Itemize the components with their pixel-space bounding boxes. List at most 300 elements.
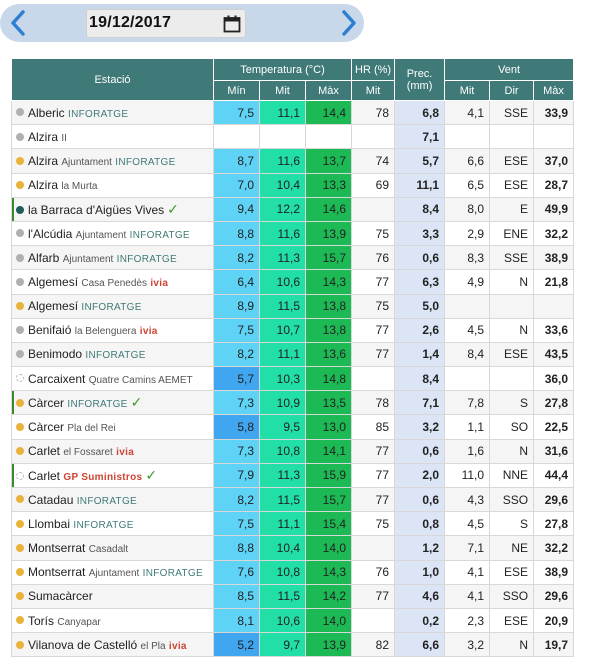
temp-mit-cell: 12,2 [260,197,306,221]
temp-min-cell: 7,5 [214,512,260,536]
station-subname: Pla del Rei [67,423,116,435]
temp-min-cell: 9,4 [214,197,260,221]
wind-max-cell: 28,7 [534,173,574,197]
humidity-cell: 78 [352,101,395,125]
precipitation-cell: 0,2 [395,608,445,632]
station-name[interactable]: Alzira [28,129,59,144]
header-temperature: Temperatura (°C) [214,59,352,81]
status-dot-icon [16,374,24,382]
precipitation-cell: 11,1 [395,173,445,197]
table-row [12,391,574,415]
station-name-cell[interactable] [12,536,214,560]
station-name[interactable]: Montserrat [28,565,86,580]
wind-dir-cell: N [490,633,534,657]
status-dot-icon [16,472,24,480]
temp-min-cell: 7,3 [214,391,260,415]
wind-dir-cell [490,294,534,318]
station-name[interactable]: Carcaixent [28,371,86,386]
humidity-cell: 77 [352,488,395,512]
status-dot-icon [16,157,24,165]
temp-min-cell [214,125,260,149]
wind-max-cell: 22,5 [534,415,574,439]
temp-min-cell: 5,7 [214,367,260,391]
station-name-cell[interactable] [12,415,214,439]
wind-dir-cell: ESE [490,560,534,584]
table-row [12,246,574,270]
station-subname: Casa Penedès [81,277,147,289]
provider-logo: INFORATGE [68,108,129,120]
wind-mit-cell: 6,5 [445,173,490,197]
humidity-cell [352,608,395,632]
header-station[interactable]: Estació [12,59,214,101]
precipitation-cell: 5,7 [395,149,445,173]
header-precipitation [395,59,445,101]
station-subname: Canyapar [57,616,101,628]
humidity-cell: 75 [352,221,395,245]
precipitation-cell: 7,1 [395,125,445,149]
stations-table [11,58,574,657]
wind-max-cell: 29,6 [534,584,574,608]
precipitation-cell: 2,6 [395,318,445,342]
temp-max-cell: 13,8 [306,294,352,318]
temp-min-cell: 7,5 [214,101,260,125]
provider-logo: ivia [139,326,158,338]
table-row [12,584,574,608]
station-name[interactable]: la Barraca d'Aigües Vives [28,202,165,217]
wind-mit-cell: 4,1 [445,560,490,584]
wind-max-cell: 38,9 [534,246,574,270]
temp-min-cell: 8,2 [214,488,260,512]
wind-dir-cell: ESE [490,173,534,197]
station-name-cell[interactable] [12,463,214,487]
station-name[interactable]: Catadau [28,492,74,507]
temp-max-cell: 13,7 [306,149,352,173]
station-name-cell[interactable] [12,512,214,536]
wind-dir-cell: SSE [490,246,534,270]
status-dot-icon [16,206,24,214]
humidity-cell: 76 [352,246,395,270]
provider-logo: GP Suministros [63,471,143,483]
status-dot-icon [16,399,24,407]
header-precipitation-unit: (mm) [406,79,433,92]
wind-mit-cell: 4,5 [445,512,490,536]
wind-max-cell: 37,0 [534,149,574,173]
wind-mit-cell [445,367,490,391]
temp-max-cell: 15,4 [306,512,352,536]
table-row [12,173,574,197]
date-input[interactable] [86,9,246,38]
humidity-cell: 77 [352,342,395,366]
precipitation-cell: 5,0 [395,294,445,318]
temp-min-cell: 8,1 [214,608,260,632]
temp-max-cell: 14,3 [306,270,352,294]
wind-max-cell: 19,7 [534,633,574,657]
verified-check-icon: ✓ [130,394,143,411]
temp-max-cell: 14,0 [306,536,352,560]
wind-mit-cell: 11,0 [445,463,490,487]
station-subname: II [61,132,67,144]
wind-dir-cell: S [490,512,534,536]
wind-mit-cell: 8,0 [445,197,490,221]
temp-mit-cell: 10,8 [260,439,306,463]
next-day-button[interactable] [334,6,364,40]
humidity-cell: 69 [352,173,395,197]
wind-dir-cell: SSE [490,101,534,125]
precipitation-cell: 0,6 [395,439,445,463]
provider-logo: ivia [168,640,187,652]
wind-max-cell: 44,4 [534,463,574,487]
status-dot-icon [16,108,24,116]
temp-mit-cell: 10,6 [260,270,306,294]
station-subname: Ajuntament [61,156,112,168]
station-subname: el Fossaret [63,447,113,459]
station-subname: Ajuntament [62,253,114,265]
wind-mit-cell: 2,3 [445,608,490,632]
precipitation-cell: 1,4 [395,342,445,366]
table-row [12,221,574,245]
temp-max-cell: 13,0 [306,415,352,439]
wind-max-cell: 36,0 [534,367,574,391]
status-dot-icon [16,544,24,552]
table-row [12,101,574,125]
provider-logo: INFORATGE [142,568,203,580]
wind-mit-cell: 3,2 [445,633,490,657]
wind-max-cell: 32,2 [534,536,574,560]
wind-max-cell: 31,6 [534,439,574,463]
station-name-cell[interactable] [12,149,214,173]
wind-mit-cell: 4,1 [445,584,490,608]
status-dot-icon [16,520,24,528]
station-subname: la Murta [61,181,98,193]
wind-dir-cell: N [490,270,534,294]
humidity-cell: 77 [352,318,395,342]
table-row [12,463,574,487]
temp-max-cell: 15,7 [306,246,352,270]
station-name[interactable]: Càrcer [28,396,65,411]
status-dot-icon [16,592,24,600]
temp-min-cell: 8,8 [214,536,260,560]
wind-mit-cell: 7,8 [445,391,490,415]
table-row [12,512,574,536]
wind-max-cell: 33,6 [534,318,574,342]
verified-check-icon: ✓ [145,466,158,483]
header-temp-min[interactable]: Mín [214,81,260,101]
station-name[interactable]: Alberic [28,105,65,120]
precipitation-cell: 3,2 [395,415,445,439]
wind-dir-cell: N [490,439,534,463]
station-name-cell[interactable] [12,246,214,270]
table-row [12,608,574,632]
wind-dir-cell [490,125,534,149]
wind-dir-cell: ENE [490,221,534,245]
station-name[interactable]: l'Alcúdia [28,226,73,241]
humidity-cell: 77 [352,439,395,463]
provider-logo: INFORATGE [116,253,177,265]
temp-mit-cell: 10,6 [260,608,306,632]
station-subname: el Pla [140,640,166,652]
temp-mit-cell: 11,6 [260,149,306,173]
wind-max-cell: 29,6 [534,488,574,512]
temp-max-cell: 13,3 [306,173,352,197]
wind-dir-cell: SSO [490,584,534,608]
station-name-cell[interactable] [12,270,214,294]
status-dot-icon [16,326,24,334]
precipitation-cell: 1,0 [395,560,445,584]
station-name[interactable]: Carlet [28,468,61,483]
header-wind: Vent [445,59,574,81]
humidity-cell: 78 [352,391,395,415]
wind-dir-cell: E [490,197,534,221]
status-dot-icon [16,568,24,576]
table-row [12,125,574,149]
chevron-left-icon [10,10,26,36]
temp-max-cell: 14,3 [306,560,352,584]
wind-dir-cell [490,367,534,391]
wind-max-cell: 49,9 [534,197,574,221]
status-dot-icon [16,616,24,624]
wind-max-cell: 21,8 [534,270,574,294]
wind-dir-cell: ESE [490,149,534,173]
table-row [12,197,574,221]
station-name[interactable]: Torís [28,613,55,628]
station-name[interactable]: Sumacàrcer [28,589,93,604]
station-subname: Quatre Camins AEMET [88,374,193,386]
wind-dir-cell: SO [490,415,534,439]
calendar-icon[interactable] [223,15,241,33]
wind-max-cell: 33,9 [534,101,574,125]
temp-min-cell: 8,9 [214,294,260,318]
humidity-cell: 77 [352,584,395,608]
header-wind-dir[interactable]: Dir [490,81,534,101]
humidity-cell: 82 [352,633,395,657]
temp-min-cell: 8,7 [214,149,260,173]
status-dot-icon [16,302,24,310]
station-name[interactable]: Alfarb [28,250,60,265]
station-name-cell[interactable] [12,439,214,463]
temp-mit-cell: 10,9 [260,391,306,415]
station-name-cell[interactable] [12,367,214,391]
precipitation-cell: 0,6 [395,488,445,512]
temp-min-cell: 8,2 [214,246,260,270]
table-row [12,367,574,391]
header-temp-max[interactable]: Màx [306,81,352,101]
station-name[interactable]: Vilanova de Castelló [28,637,138,652]
humidity-cell: 75 [352,512,395,536]
temp-mit-cell: 10,4 [260,173,306,197]
status-dot-icon [16,447,24,455]
precipitation-cell: 7,1 [395,391,445,415]
wind-max-cell: 27,8 [534,512,574,536]
temp-mit-cell: 10,8 [260,560,306,584]
provider-logo: INFORATGE [67,399,128,411]
status-dot-icon [16,278,24,286]
table-row [12,342,574,366]
wind-mit-cell [445,294,490,318]
temp-min-cell: 7,6 [214,560,260,584]
previous-day-button[interactable] [3,6,33,40]
station-name[interactable]: Benimodo [28,347,83,362]
station-name-cell[interactable] [12,584,214,608]
station-name-cell[interactable] [12,294,214,318]
precipitation-cell: 2,0 [395,463,445,487]
humidity-cell: 77 [352,270,395,294]
wind-dir-cell: ESE [490,608,534,632]
temp-max-cell: 13,6 [306,342,352,366]
status-dot-icon [16,350,24,358]
wind-mit-cell: 4,9 [445,270,490,294]
station-name-cell[interactable] [12,342,214,366]
wind-dir-cell: SSO [490,488,534,512]
station-name-cell[interactable] [12,197,214,221]
wind-max-cell: 27,8 [534,391,574,415]
station-name-cell[interactable] [12,125,214,149]
table-row [12,560,574,584]
wind-mit-cell: 1,1 [445,415,490,439]
wind-dir-cell: S [490,391,534,415]
provider-logo: INFORATGE [129,229,190,241]
table-row [12,149,574,173]
wind-mit-cell: 7,1 [445,536,490,560]
table-row [12,488,574,512]
temp-max-cell: 14,6 [306,197,352,221]
station-name[interactable]: Càrcer [28,420,65,435]
temp-max-cell: 13,8 [306,318,352,342]
wind-mit-cell: 4,5 [445,318,490,342]
station-subname: Casadalt [88,543,129,555]
wind-mit-cell: 8,4 [445,342,490,366]
temp-max-cell: 15,9 [306,463,352,487]
temp-mit-cell: 11,1 [260,101,306,125]
header-wind-max[interactable]: Màx [534,81,574,101]
station-name-cell[interactable] [12,608,214,632]
station-name[interactable]: Algemesí [28,274,79,289]
table-row [12,294,574,318]
temp-max-cell: 14,0 [306,608,352,632]
provider-logo: INFORATGE [115,156,176,168]
provider-logo: INFORATGE [85,350,146,362]
wind-dir-cell: NE [490,536,534,560]
station-name[interactable]: Alzira [28,153,59,168]
table-row [12,439,574,463]
temp-mit-cell [260,125,306,149]
verified-check-icon: ✓ [167,200,179,217]
temp-min-cell: 8,5 [214,584,260,608]
humidity-cell [352,197,395,221]
humidity-cell: 85 [352,415,395,439]
header-hr-mit[interactable]: Mit [352,81,395,101]
status-dot-icon [16,495,24,503]
temp-max-cell: 13,9 [306,633,352,657]
station-name[interactable]: Carlet [28,444,61,459]
status-dot-icon [16,641,24,649]
station-name-cell[interactable] [12,101,214,125]
temp-mit-cell: 11,1 [260,512,306,536]
temp-mit-cell: 11,3 [260,463,306,487]
header-wind-mit[interactable]: Mit [445,81,490,101]
temp-mit-cell: 11,5 [260,294,306,318]
precipitation-cell: 3,3 [395,221,445,245]
table-row [12,536,574,560]
precipitation-cell: 6,8 [395,101,445,125]
humidity-cell: 75 [352,294,395,318]
wind-max-cell [534,294,574,318]
provider-logo: INFORATGE [73,519,134,531]
precipitation-cell: 8,4 [395,197,445,221]
precipitation-cell: 6,6 [395,633,445,657]
station-name[interactable]: Algemesí [28,299,79,314]
temp-max-cell: 14,1 [306,439,352,463]
temp-min-cell: 5,8 [214,415,260,439]
wind-max-cell: 20,9 [534,608,574,632]
precipitation-cell: 1,2 [395,536,445,560]
wind-mit-cell: 8,3 [445,246,490,270]
station-name-cell[interactable] [12,391,214,415]
station-name-cell[interactable] [12,173,214,197]
station-name-cell[interactable] [12,560,214,584]
temp-mit-cell: 10,7 [260,318,306,342]
header-precipitation-label: Prec. [406,67,433,80]
humidity-cell: 76 [352,560,395,584]
temp-max-cell [306,125,352,149]
temp-mit-cell: 11,1 [260,342,306,366]
temp-max-cell: 14,2 [306,584,352,608]
temp-mit-cell: 9,5 [260,415,306,439]
status-dot-icon [16,423,24,431]
temp-min-cell: 7,9 [214,463,260,487]
provider-logo: INFORATGE [81,302,142,314]
temp-min-cell: 7,0 [214,173,260,197]
temp-min-cell: 8,2 [214,342,260,366]
wind-max-cell: 32,2 [534,221,574,245]
status-dot-icon [16,229,24,237]
wind-max-cell [534,125,574,149]
temp-mit-cell: 10,4 [260,536,306,560]
temp-max-cell: 13,9 [306,221,352,245]
temp-mit-cell: 11,5 [260,584,306,608]
station-name[interactable]: Montserrat [28,540,86,555]
temp-min-cell: 7,5 [214,318,260,342]
temp-max-cell: 15,7 [306,488,352,512]
date-value: 19/12/2017 [89,14,172,31]
temp-mit-cell: 11,3 [260,246,306,270]
status-dot-icon [16,181,24,189]
wind-mit-cell: 4,1 [445,101,490,125]
station-name-cell[interactable] [12,488,214,512]
wind-mit-cell: 4,3 [445,488,490,512]
header-temp-mit[interactable]: Mit [260,81,306,101]
humidity-cell [352,125,395,149]
provider-logo: ivia [116,447,135,459]
station-name-cell[interactable] [12,221,214,245]
wind-mit-cell: 6,6 [445,149,490,173]
humidity-cell [352,367,395,391]
station-name[interactable]: Llombai [28,516,71,531]
station-subname: la Belenguera [74,326,137,338]
precipitation-cell: 6,3 [395,270,445,294]
wind-dir-cell: N [490,318,534,342]
station-name-cell[interactable] [12,633,214,657]
temp-min-cell: 6,4 [214,270,260,294]
status-dot-icon [16,133,24,141]
temp-mit-cell: 11,5 [260,488,306,512]
station-name[interactable]: Benifaió [28,323,72,338]
station-name-cell[interactable] [12,318,214,342]
provider-logo: ivia [150,277,169,289]
table-row [12,415,574,439]
temp-min-cell: 8,8 [214,221,260,245]
station-name[interactable]: Alzira [28,178,59,193]
temp-mit-cell: 10,3 [260,367,306,391]
